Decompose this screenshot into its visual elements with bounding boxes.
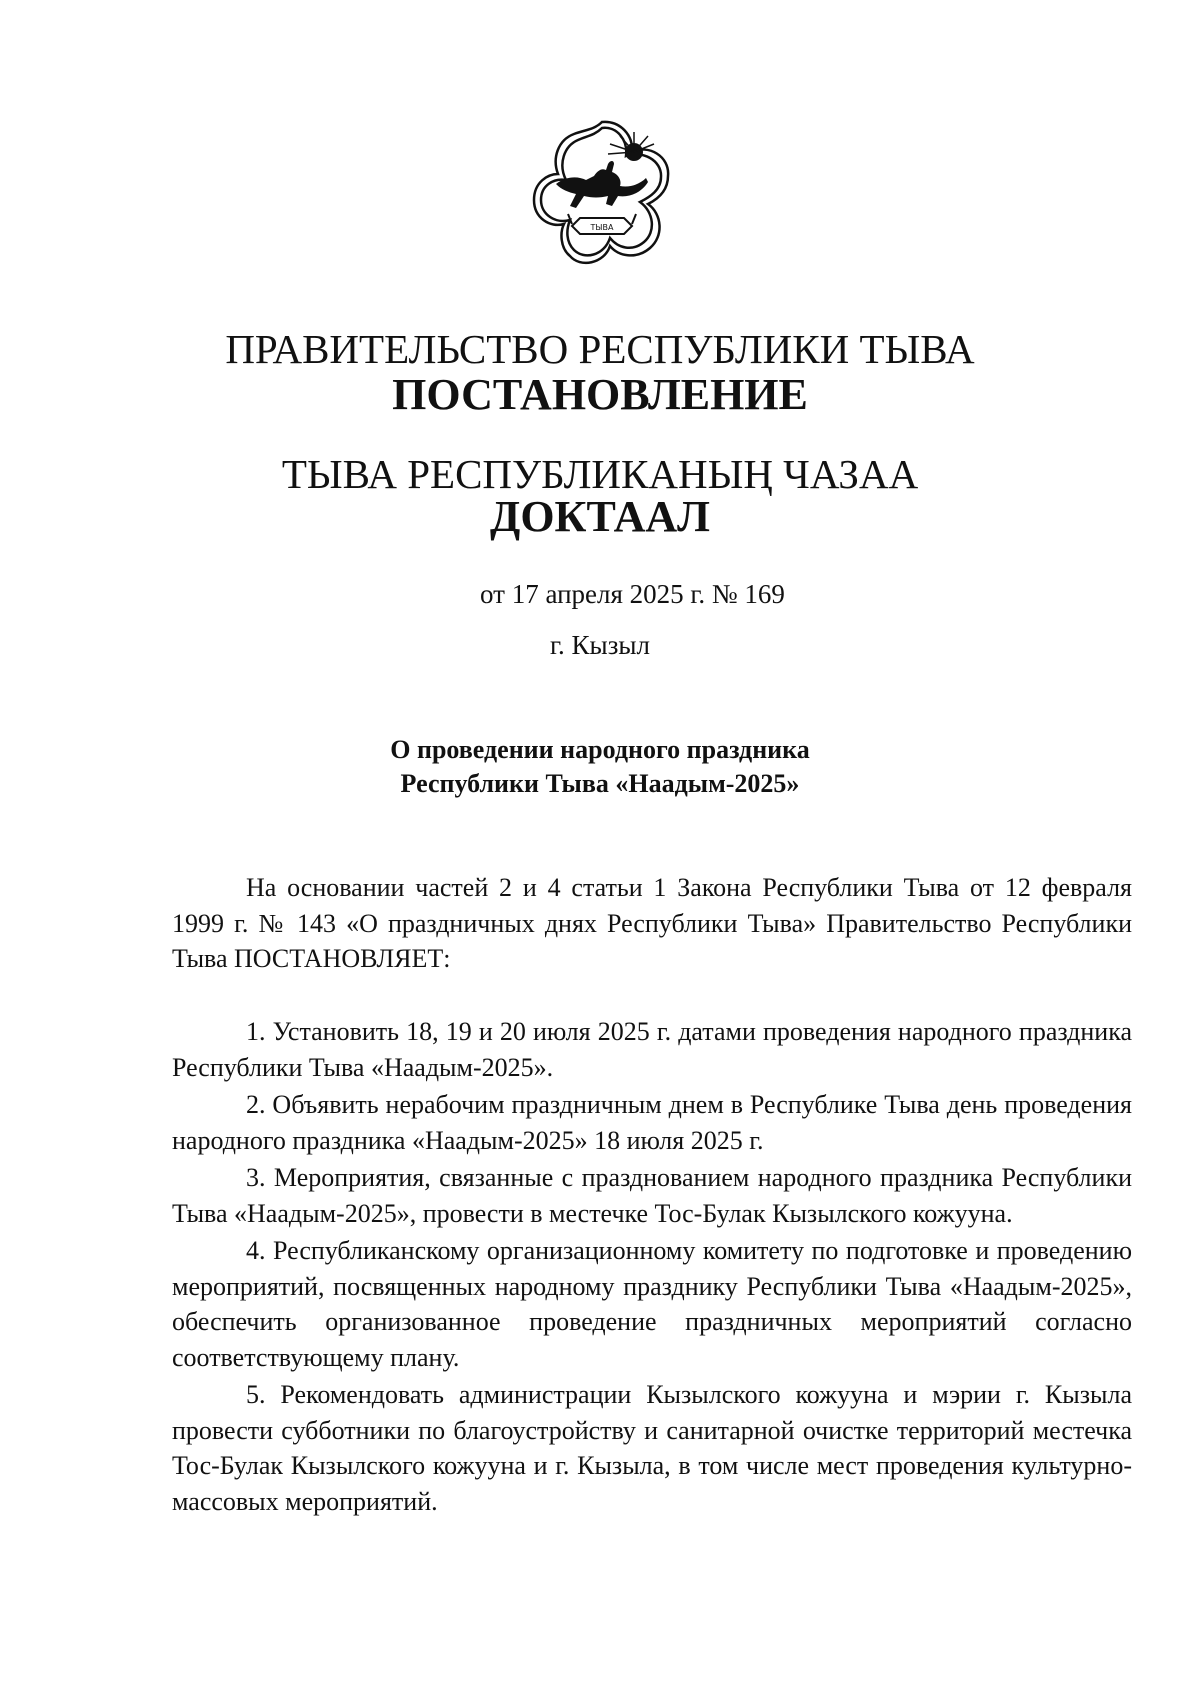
decree-item-5: 5. Рекомендовать администрации Кызылского кожууна и мэрии г. Кызыла провести субботники по благоустройству и санитарной очистке территорий местечка Тос-Булак Кызылского кожууна и г. Кызыла, в том числе мест проведения культурно-массовых мероприятий.	[172, 1380, 1132, 1516]
government-title-tyv: ТЫВА РЕСПУБЛИКАНЫҢ ЧАЗАА	[281, 451, 919, 497]
decree-item-3: 3. Мероприятия, связанные с празднованием народного праздника Республики Тыва «Наадым-2025», провести в местечке Тос-Булак Кызылского кожууна.	[172, 1163, 1132, 1228]
decree-item-4: 4. Республиканскому организационному комитету по подготовке и проведению мероприятий, посвященных народному празднику Республики Тыва «Наадым-2025», обеспечить организованное проведение праздничных мероприятий согласно соответствующему плану.	[172, 1236, 1132, 1372]
coat-of-arms-emblem	[522, 114, 682, 274]
decree-title-ru: ПОСТАНОВЛЕНИЕ	[392, 370, 808, 419]
decree-subject	[0, 733, 1200, 801]
emblem-icon	[522, 114, 682, 274]
decree-title-tyv: ДОКТААЛ	[490, 492, 710, 541]
government-title-ru: ПРАВИТЕЛЬСТВО РЕСПУБЛИКИ ТЫВА	[225, 326, 975, 372]
decree-item-1: 1. Установить 18, 19 и 20 июля 2025 г. датами проведения народного праздника Республики Тыва «Наадым-2025».	[172, 1017, 1132, 1082]
subject-line-2: Республики Тыва «Наадым-2025»	[400, 769, 800, 798]
decree-city: г. Кызыл	[550, 630, 650, 660]
subject-line-1: О проведении народного праздника	[390, 735, 810, 764]
preamble	[172, 870, 1132, 977]
decree-item-2: 2. Объявить нерабочим праздничным днем в Республике Тыва день проведения народного праздника «Наадым-2025» 18 июля 2025 г.	[172, 1090, 1132, 1155]
decree-date-number: от 17 апреля 2025 г. № 169	[480, 579, 785, 609]
decree-items	[172, 1014, 1132, 1521]
emblem-inscription: ТЫВА	[590, 223, 614, 232]
preamble-paragraph: На основании частей 2 и 4 статьи 1 Закона Республики Тыва от 12 февраля 1999 г. № 143 «О праздничных днях Республики Тыва» Правительство Республики Тыва ПОСТАНОВЛЯЕТ:	[172, 873, 1132, 973]
